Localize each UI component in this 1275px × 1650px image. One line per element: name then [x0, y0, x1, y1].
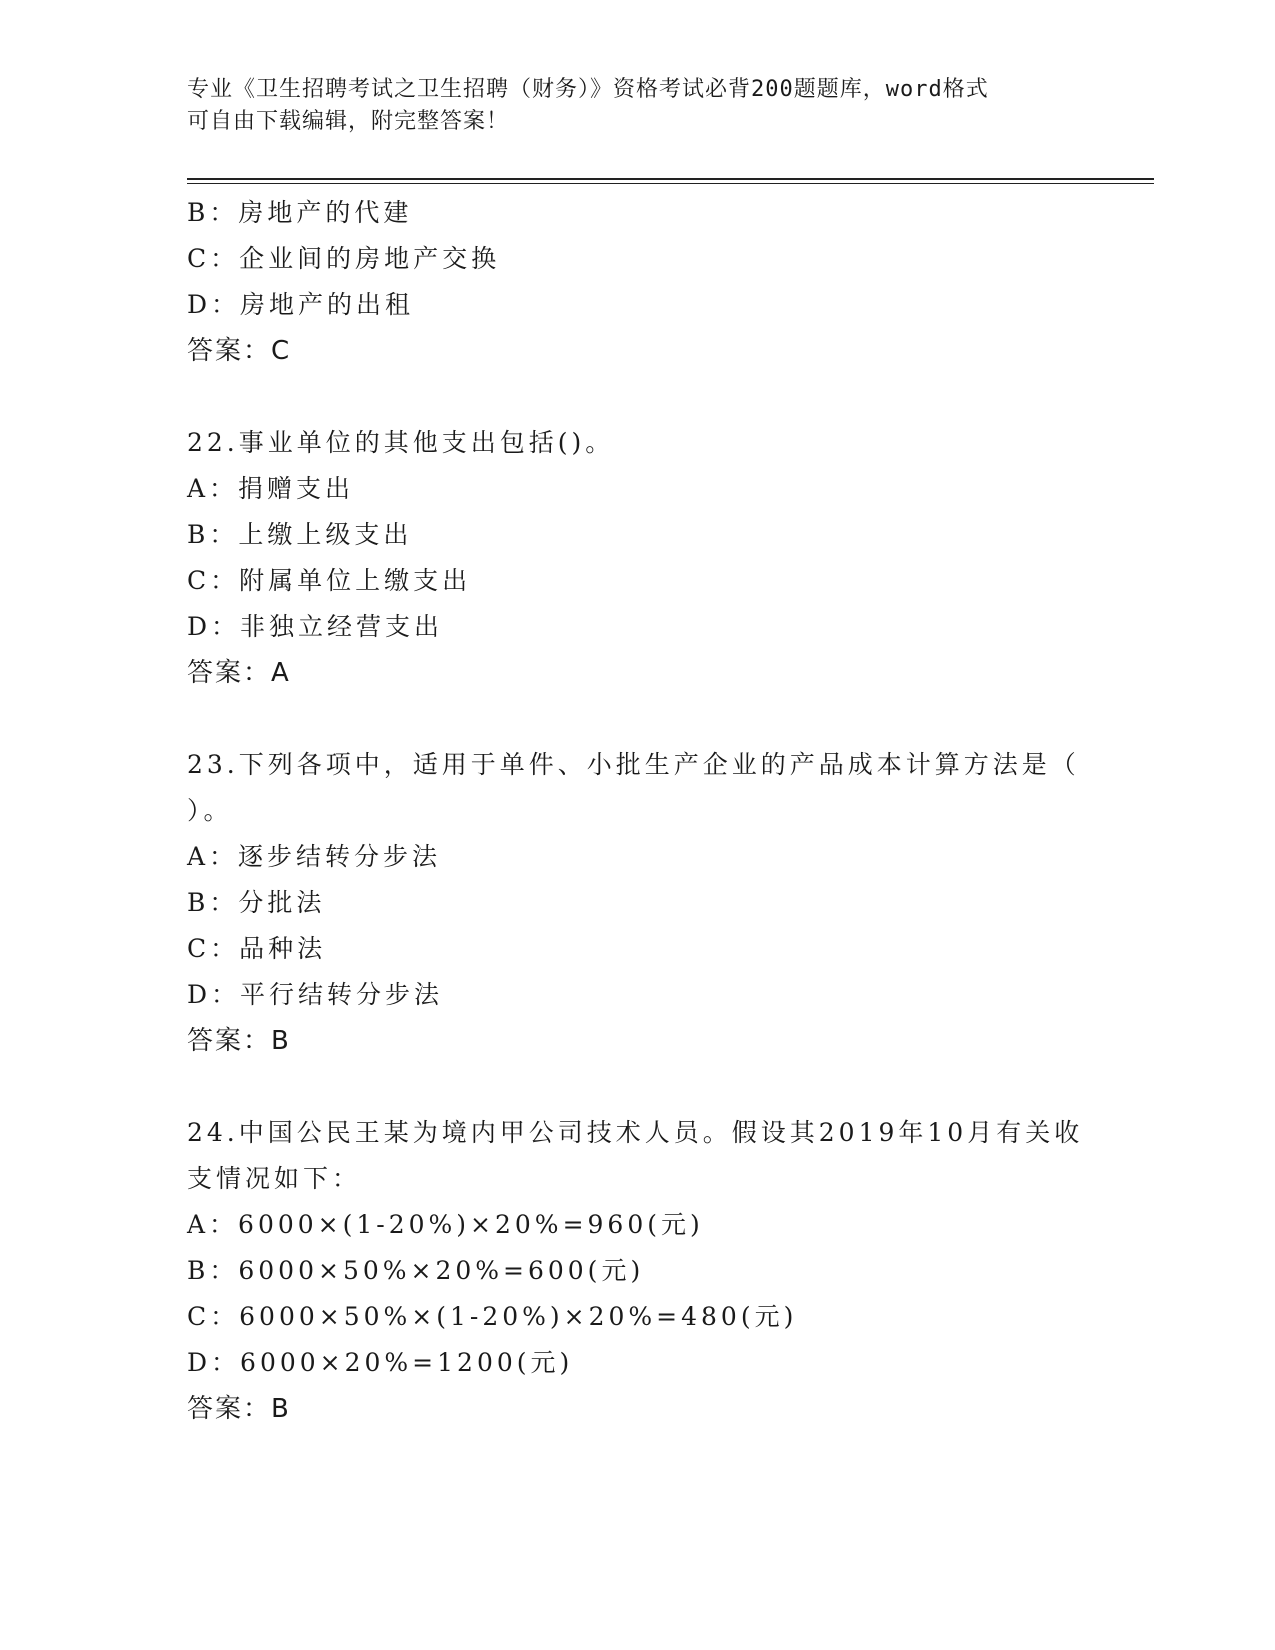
question-text: 22.事业单位的其他支出包括()。 [187, 428, 615, 457]
option-d: D：平行结转分步法 [187, 980, 444, 1009]
spacer [187, 696, 1087, 742]
answer: 答案：B [187, 1026, 291, 1056]
option-a: A：6000×(1-20%)×20%=960(元) [187, 1210, 704, 1239]
question-21-continued [187, 190, 1087, 374]
option-d: D：房地产的出租 [187, 290, 415, 319]
question-text-line-1: 23.下列各项中，适用于单件、小批生产企业的产品成本计算方法是（ [187, 750, 1080, 779]
header-line-2: 可自由下载编辑，附完整答案！ [187, 109, 510, 134]
question-23 [187, 742, 1087, 1064]
question-text-line-2: ）。 [187, 796, 233, 825]
document-header [187, 74, 1087, 138]
answer: 答案：B [187, 1394, 291, 1424]
question-22 [187, 420, 1087, 696]
option-c: C：附属单位上缴支出 [187, 566, 472, 595]
spacer [187, 1064, 1087, 1110]
header-rule-thin [187, 183, 1154, 184]
option-c: C：6000×50%×(1-20%)×20%=480(元) [187, 1302, 798, 1331]
option-a: A：逐步结转分步法 [187, 842, 442, 871]
document-body [187, 190, 1087, 1432]
option-b: B：上缴上级支出 [187, 520, 413, 549]
answer: 答案：A [187, 658, 291, 688]
question-text-line-1: 24.中国公民王某为境内甲公司技术人员。假设其2019年10月有关收 [187, 1118, 1084, 1147]
option-c: C：品种法 [187, 934, 327, 963]
option-b: B：房地产的代建 [187, 198, 413, 227]
option-d: D：非独立经营支出 [187, 612, 444, 641]
spacer [187, 374, 1087, 420]
question-text-line-2: 支情况如下： [187, 1164, 362, 1193]
question-24 [187, 1110, 1087, 1432]
option-b: B：6000×50%×20%=600(元) [187, 1256, 645, 1285]
option-d: D：6000×20%=1200(元) [187, 1348, 574, 1377]
option-c: C：企业间的房地产交换 [187, 244, 501, 273]
option-a: A：捐赠支出 [187, 474, 355, 503]
option-b: B：分批法 [187, 888, 326, 917]
header-line-1: 专业《卫生招聘考试之卫生招聘（财务）》资格考试必背200题题库，word格式 [187, 77, 989, 102]
answer: 答案：C [187, 336, 292, 366]
header-rule-thick [187, 178, 1154, 180]
